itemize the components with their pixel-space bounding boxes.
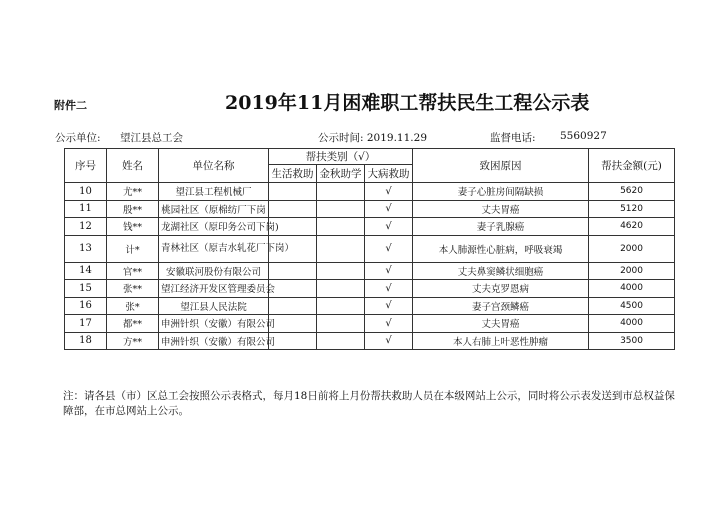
cell-seq: 11: [65, 200, 107, 218]
cell-amount: 4000: [589, 315, 675, 333]
page-title: 2019年11月困难职工帮扶民生工程公示表: [225, 92, 590, 114]
header-seq: 序号: [65, 149, 107, 183]
supervision-phone-label: 监督电话:: [490, 132, 536, 144]
cell-reason: 本人肺源性心脏病，呼吸衰竭: [413, 235, 589, 262]
cell-reason: 丈夫胃癌: [413, 200, 589, 218]
cell-living: [269, 262, 317, 280]
cell-amount: 4620: [589, 218, 675, 236]
publish-time: 公示时间: 2019.11.29: [318, 132, 427, 144]
header-reason: 致困原因: [413, 149, 589, 183]
cell-name: 殷**: [107, 200, 159, 218]
table-row: [65, 200, 675, 218]
table-row: [65, 183, 675, 201]
cell-unit: 望江县人民法院: [159, 297, 269, 315]
supervision-phone-value: 5560927: [560, 130, 607, 142]
footnote: 注：请各县（市）区总工会按照公示表格式，每月18日前将上月份帮扶救助人员在本级网站上公示，同时将公示表发送到市总权益保障部，在市总网站上公示。: [63, 390, 675, 417]
cell-education: [317, 200, 365, 218]
cell-name: 尤**: [107, 183, 159, 201]
cell-amount: 5120: [589, 200, 675, 218]
header-amount: 帮扶金额(元): [589, 149, 675, 183]
cell-unit: 望江经济开发区管理委员会: [159, 280, 269, 298]
publish-unit-label: 公示单位:: [55, 132, 101, 144]
cell-reason: 本人右肺上叶恶性肿瘤: [413, 332, 589, 350]
cell-education: [317, 297, 365, 315]
cell-living: [269, 297, 317, 315]
cell-living: [269, 183, 317, 201]
table-row: [65, 332, 675, 350]
cell-amount: 2000: [589, 235, 675, 262]
table-row: [65, 262, 675, 280]
cell-education: [317, 332, 365, 350]
header-help-type: 帮扶类别（√）: [269, 149, 413, 165]
cell-seq: 14: [65, 262, 107, 280]
cell-unit: 桃园社区（原棉纺厂下岗: [159, 200, 269, 218]
cell-seq: 15: [65, 280, 107, 298]
cell-education: [317, 315, 365, 333]
cell-reason: 妻子心脏房间隔缺损: [413, 183, 589, 201]
publish-unit-value: 望江县总工会: [120, 132, 183, 144]
cell-name: 官**: [107, 262, 159, 280]
cell-name: 计*: [107, 235, 159, 262]
cell-name: 钱**: [107, 218, 159, 236]
cell-amount: 3500: [589, 332, 675, 350]
cell-unit: 望江县工程机械厂: [159, 183, 269, 201]
cell-reason: 丈夫胃癌: [413, 315, 589, 333]
cell-education: [317, 218, 365, 236]
cell-reason: 妻子宫颈鳞癌: [413, 297, 589, 315]
cell-name: 方**: [107, 332, 159, 350]
cell-seq: 18: [65, 332, 107, 350]
table-row: [65, 297, 675, 315]
cell-unit: 安徽联河股份有限公司: [159, 262, 269, 280]
cell-unit: 申洲针织（安徽）有限公司: [159, 332, 269, 350]
cell-name: 都**: [107, 315, 159, 333]
cell-amount: 2000: [589, 262, 675, 280]
cell-illness-check: √: [365, 235, 413, 262]
cell-seq: 16: [65, 297, 107, 315]
header-unit: 单位名称: [159, 149, 269, 183]
header-row-1: [65, 149, 675, 165]
cell-illness-check: √: [365, 262, 413, 280]
cell-illness-check: √: [365, 200, 413, 218]
cell-reason: 丈夫鼻窦鳞状细胞癌: [413, 262, 589, 280]
cell-seq: 10: [65, 183, 107, 201]
header-education: 金秋助学: [317, 165, 365, 183]
header-living: 生活救助: [269, 165, 317, 183]
cell-seq: 12: [65, 218, 107, 236]
cell-illness-check: √: [365, 332, 413, 350]
header-name: 姓名: [107, 149, 159, 183]
assistance-table: [64, 148, 675, 350]
cell-illness-check: √: [365, 315, 413, 333]
cell-name: 张**: [107, 280, 159, 298]
cell-unit: 龙湖社区（原印务公司下岗): [159, 218, 269, 236]
cell-education: [317, 280, 365, 298]
cell-amount: 5620: [589, 183, 675, 201]
table-row: [65, 235, 675, 262]
cell-education: [317, 235, 365, 262]
cell-name: 张*: [107, 297, 159, 315]
cell-unit: 申洲针织（安徽）有限公司: [159, 315, 269, 333]
attachment-label: 附件二: [54, 99, 87, 112]
table-row: [65, 280, 675, 298]
cell-seq: 17: [65, 315, 107, 333]
cell-amount: 4000: [589, 280, 675, 298]
cell-illness-check: √: [365, 297, 413, 315]
cell-reason: 妻子乳腺癌: [413, 218, 589, 236]
cell-reason: 丈夫克罗恩病: [413, 280, 589, 298]
table-row: [65, 218, 675, 236]
cell-education: [317, 183, 365, 201]
cell-living: [269, 315, 317, 333]
cell-education: [317, 262, 365, 280]
table-row: [65, 315, 675, 333]
cell-unit: 青林社区（原吉水轧花厂下岗）: [159, 235, 269, 262]
cell-illness-check: √: [365, 280, 413, 298]
header-illness: 大病救助: [365, 165, 413, 183]
cell-living: [269, 332, 317, 350]
cell-living: [269, 280, 317, 298]
cell-living: [269, 200, 317, 218]
cell-seq: 13: [65, 235, 107, 262]
cell-amount: 4500: [589, 297, 675, 315]
cell-illness-check: √: [365, 183, 413, 201]
cell-illness-check: √: [365, 218, 413, 236]
